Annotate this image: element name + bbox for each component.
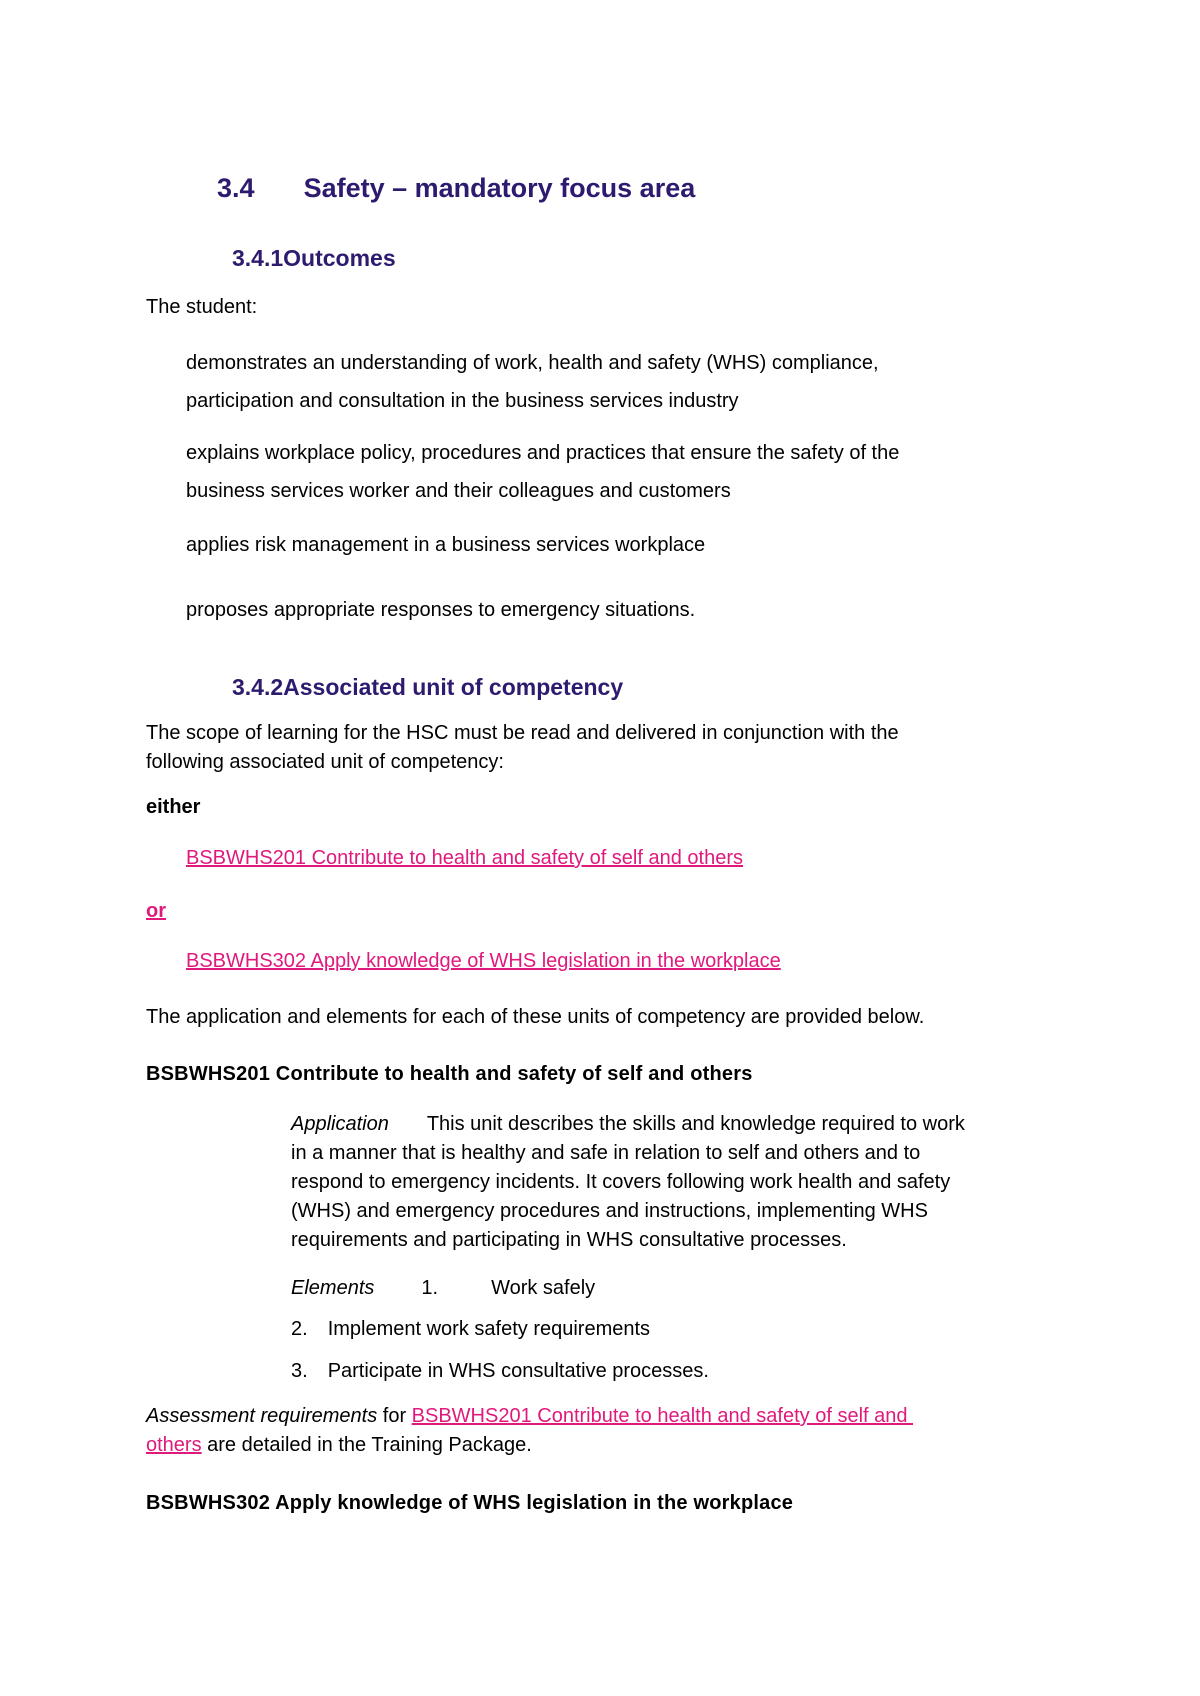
element-text: Participate in WHS consultative processes. bbox=[327, 1360, 709, 1382]
unit1-elements bbox=[291, 1274, 595, 1303]
application-label: Application bbox=[291, 1113, 389, 1135]
unit-link-bsbwhs302[interactable]: BSBWHS302 Apply knowledge of WHS legislation in the workplace bbox=[186, 950, 781, 972]
outcome-item-line: business services worker and their colleagues and customers bbox=[186, 480, 731, 502]
element-item bbox=[291, 1315, 650, 1344]
outcomes-intro: The student: bbox=[146, 296, 258, 318]
competency-intro-line: following associated unit of competency: bbox=[146, 751, 504, 773]
application-line: (WHS) and emergency procedures and instructions, implementing WHS bbox=[291, 1200, 928, 1222]
competency-intro-line: The scope of learning for the HSC must be read and delivered in conjunction with the bbox=[146, 722, 899, 744]
application-line: respond to emergency incidents. It covers following work health and safety bbox=[291, 1171, 951, 1193]
unit1-application bbox=[291, 1110, 965, 1255]
assessment-link[interactable]: BSBWHS201 Contribute to health and safety of self and bbox=[411, 1405, 914, 1427]
outcome-item-line: demonstrates an understanding of work, health and safety (WHS) compliance, bbox=[186, 352, 879, 374]
element-number: 1. bbox=[421, 1277, 439, 1299]
outcome-item bbox=[186, 349, 879, 416]
element-number: 2. bbox=[291, 1318, 308, 1340]
outcome-item-line: explains workplace policy, procedures and practices that ensure the safety of the bbox=[186, 442, 900, 464]
unit2-heading: BSBWHS302 Apply knowledge of WHS legislation in the workplace bbox=[146, 1492, 794, 1514]
assessment-link-continued[interactable]: others bbox=[146, 1434, 202, 1456]
element-number: 3. bbox=[291, 1360, 308, 1382]
either-label: either bbox=[146, 796, 201, 818]
application-line: This unit describes the skills and knowledge required to work bbox=[426, 1113, 965, 1135]
unit1-heading: BSBWHS201 Contribute to health and safety of self and others bbox=[146, 1063, 753, 1085]
outcomes-heading bbox=[232, 245, 396, 272]
application-line: requirements and participating in WHS consultative processes. bbox=[291, 1229, 847, 1251]
section-number: 3.4 bbox=[217, 173, 255, 203]
unit-link-bsbwhs201[interactable]: BSBWHS201 Contribute to health and safety of self and others bbox=[186, 847, 743, 869]
competency-intro bbox=[146, 719, 899, 777]
element-text: Work safely bbox=[491, 1277, 596, 1299]
outcome-item bbox=[186, 439, 899, 506]
provided-below-text: The application and elements for each of these units of competency are provided below. bbox=[146, 1006, 925, 1028]
element-text: Implement work safety requirements bbox=[327, 1318, 651, 1340]
elements-label: Elements bbox=[291, 1277, 375, 1299]
competency-heading bbox=[232, 674, 623, 701]
outcome-item: applies risk management in a business services workplace bbox=[186, 534, 706, 556]
or-link[interactable]: or bbox=[146, 900, 166, 922]
competency-title: Associated unit of competency bbox=[283, 674, 624, 700]
assessment-for: for bbox=[377, 1405, 412, 1427]
section-title: Safety – mandatory focus area bbox=[303, 173, 696, 203]
assessment-requirements bbox=[146, 1402, 913, 1460]
assessment-tail: are detailed in the Training Package. bbox=[201, 1434, 532, 1456]
section-heading bbox=[217, 173, 695, 204]
competency-number: 3.4.2 bbox=[232, 674, 284, 700]
outcome-item-line: participation and consultation in the business services industry bbox=[186, 390, 739, 412]
application-line: in a manner that is healthy and safe in relation to self and others and to bbox=[291, 1142, 921, 1164]
assessment-label: Assessment requirements bbox=[146, 1405, 378, 1427]
outcomes-number: 3.4.1 bbox=[232, 245, 284, 271]
outcome-item: proposes appropriate responses to emergency situations. bbox=[186, 599, 696, 621]
outcomes-title: Outcomes bbox=[283, 245, 396, 271]
element-item bbox=[291, 1357, 709, 1386]
